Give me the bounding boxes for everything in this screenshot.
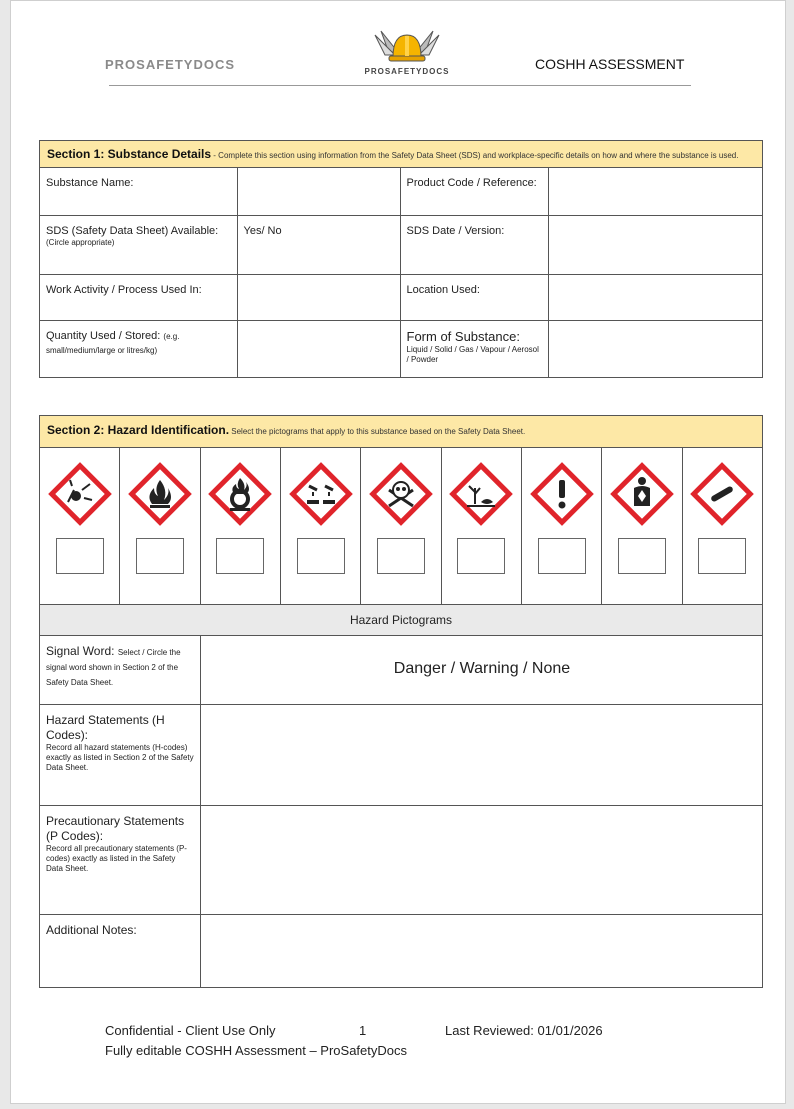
additional-notes-field[interactable] — [202, 915, 762, 987]
location-used-label: Location Used: — [400, 274, 548, 320]
exclamation-icon — [528, 460, 596, 528]
document-title: COSHH ASSESSMENT — [535, 56, 685, 72]
table-row — [40, 274, 762, 320]
footer-last-reviewed: Last Reviewed: 01/01/2026 — [445, 1023, 603, 1038]
brand-left: PROSAFETYDOCS — [105, 57, 236, 72]
hazard-statements-field[interactable] — [202, 705, 762, 805]
section2-intro: Select the pictograms that apply to this substance based on the Safety Data Sheet. — [229, 427, 526, 436]
section-substance-details — [39, 140, 763, 378]
work-activity-label: Work Activity / Process Used In: — [40, 274, 237, 320]
quantity-note: (e.g. small/medium/large or litres/kg) — [46, 331, 180, 355]
sds-available-field[interactable]: Yes/ No — [237, 215, 400, 274]
precautionary-field[interactable] — [202, 806, 762, 914]
signal-word-options: Danger / Warning / None — [393, 660, 571, 677]
footer-editable-note: Fully editable COSHH Assessment – ProSafetyDocs — [105, 1043, 408, 1058]
signal-word-row — [40, 636, 762, 705]
substance-name-label: Substance Name: — [40, 168, 237, 215]
pictogram-cell-oxidising — [201, 448, 281, 604]
health-hazard-icon — [608, 460, 676, 528]
pictogram-cell-irritant — [522, 448, 602, 604]
signal-word-note: Select / Circle the signal word shown in Section 2 of the Safety Data Sheet. — [46, 648, 181, 687]
hard-hat-wings-icon — [359, 21, 455, 67]
pictogram-cell-gas-under-pressure — [683, 448, 762, 604]
pictogram-checkbox[interactable] — [698, 538, 746, 574]
section1-intro: - Complete this section using information from the Safety Data Sheet (SDS) and workplace-specific details on how and where the substance is used. — [211, 151, 739, 160]
section2-title: Section 2: Hazard Identification. — [47, 423, 230, 437]
table-row — [40, 215, 762, 274]
environment-icon — [447, 460, 515, 528]
section-hazard-identification — [39, 415, 763, 988]
section2-header — [40, 416, 762, 448]
work-activity-field[interactable] — [237, 274, 400, 320]
section1-title: Section 1: Substance Details — [47, 147, 212, 161]
signal-word-field[interactable] — [202, 636, 762, 704]
hazard-statements-row — [40, 705, 762, 806]
pictogram-checkbox[interactable] — [377, 538, 425, 574]
document-page — [10, 0, 786, 1104]
explosive-icon — [46, 460, 114, 528]
location-used-field[interactable] — [548, 274, 762, 320]
sds-available-label: SDS (Safety Data Sheet) Available: (Circle appropriate) — [40, 215, 237, 274]
pictogram-caption: Hazard Pictograms — [40, 604, 762, 636]
flame-over-circle-icon — [206, 460, 274, 528]
quantity-field[interactable] — [237, 320, 400, 377]
sds-date-field[interactable] — [548, 215, 762, 274]
additional-notes-row — [40, 915, 762, 987]
sds-available-note: (Circle appropriate) — [46, 237, 115, 247]
hazard-statements-note: Record all hazard statements (H-codes) exactly as listed in Section 2 of the Safety Data Sheet. — [46, 743, 194, 772]
substance-details-table — [40, 168, 762, 377]
table-row — [40, 168, 762, 215]
pictogram-checkbox[interactable] — [56, 538, 104, 574]
pictogram-checkbox[interactable] — [457, 538, 505, 574]
additional-notes-label: Additional Notes: — [40, 915, 201, 987]
pictogram-checkbox[interactable] — [618, 538, 666, 574]
logo-text: PROSAFETYDOCS — [364, 67, 450, 76]
skull-crossbones-icon — [367, 460, 435, 528]
form-of-substance-note: Liquid / Solid / Gas / Vapour / Aerosol / Powder — [406, 344, 539, 364]
pictogram-cell-corrosive — [281, 448, 361, 604]
pictogram-cell-environmental — [442, 448, 522, 604]
precautionary-row — [40, 806, 762, 915]
pictogram-cell-flammable — [120, 448, 200, 604]
form-of-substance-field[interactable] — [548, 320, 762, 377]
product-code-label: Product Code / Reference: — [400, 168, 548, 215]
sds-date-label: SDS Date / Version: — [400, 215, 548, 274]
pictogram-row — [40, 448, 762, 604]
section1-header — [40, 141, 762, 168]
hazard-statements-label: Hazard Statements (H Codes): Record all hazard statements (H-codes) exactly as listed in Section 2 of the Safety Data Sheet. — [40, 705, 201, 805]
pictogram-checkbox[interactable] — [136, 538, 184, 574]
product-code-field[interactable] — [548, 168, 762, 215]
pictogram-cell-explosive — [40, 448, 120, 604]
pictogram-cell-toxic — [361, 448, 441, 604]
flame-icon — [126, 460, 194, 528]
table-row — [40, 320, 762, 377]
footer-page-number: 1 — [359, 1023, 367, 1038]
substance-name-field[interactable] — [237, 168, 400, 215]
pictogram-checkbox[interactable] — [297, 538, 345, 574]
pictogram-cell-health-hazard — [602, 448, 682, 604]
signal-word-label: Signal Word: Select / Circle the signal word shown in Section 2 of the Safety Data Sheet. — [40, 636, 201, 704]
pictogram-checkbox[interactable] — [216, 538, 264, 574]
logo — [359, 21, 455, 79]
precautionary-label: Precautionary Statements (P Codes): Record all precautionary statements (P-codes) exactly as listed in the Safety Data Sheet. — [40, 806, 201, 914]
quantity-label: Quantity Used / Stored: (e.g. small/medium/large or litres/kg) — [40, 320, 237, 377]
footer-confidential: Confidential - Client Use Only — [105, 1023, 276, 1038]
corrosive-icon — [287, 460, 355, 528]
pictogram-checkbox[interactable] — [538, 538, 586, 574]
form-of-substance-label: Form of Substance: Liquid / Solid / Gas / Vapour / Aerosol / Powder — [400, 320, 548, 377]
gas-cylinder-icon — [688, 460, 756, 528]
header-divider — [109, 85, 691, 86]
precautionary-note: Record all precautionary statements (P-codes) exactly as listed in the Safety Data Sheet. — [46, 844, 187, 873]
